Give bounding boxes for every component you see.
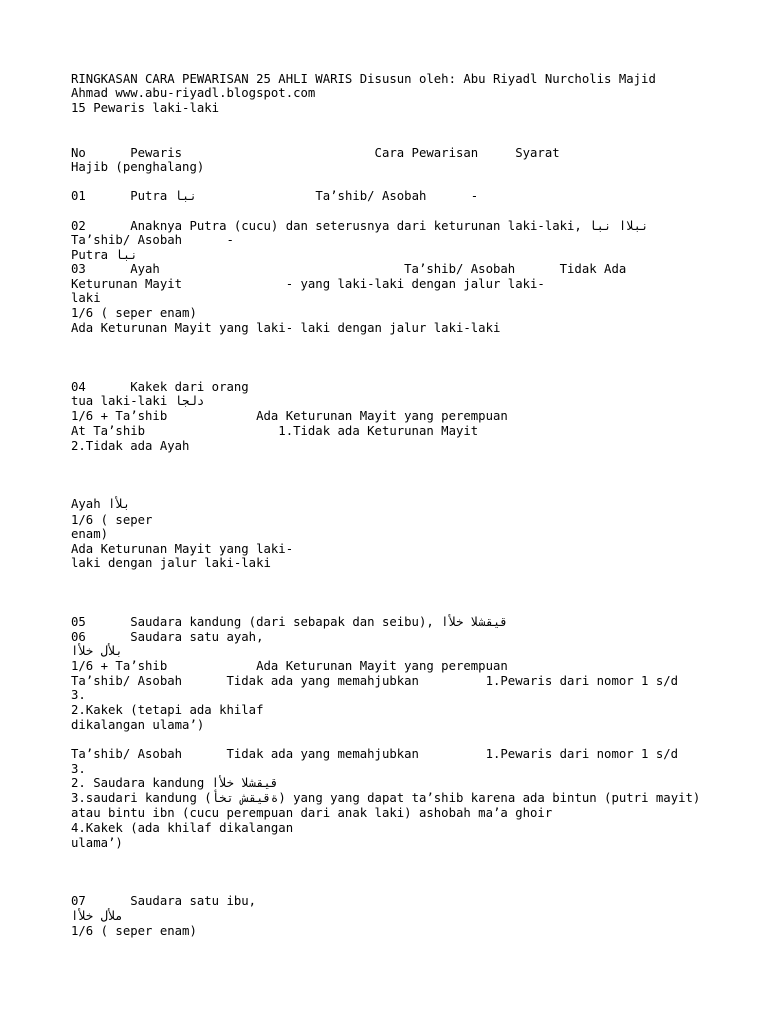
text-line: 1/6 ( seper enam) <box>71 924 197 938</box>
table-header: No Pewaris Cara Pewarisan Syarat <box>71 146 560 160</box>
text-line: ulama’) <box>71 836 123 850</box>
table-header-continued: Hajib (penghalang) <box>71 160 205 174</box>
text-line: 04 Kakek dari orang <box>71 380 249 394</box>
text-line: ملأل خلأا <box>71 909 123 923</box>
text-line: Ada Keturunan Mayit yang laki- <box>71 542 294 556</box>
section-heading: 15 Pewaris laki-laki <box>71 101 220 115</box>
text-line: 01 Putra نبا Ta’shib/ Asobah - <box>71 189 479 203</box>
text-line: 3.saudari kandung (ةقيقش تخأ) yang yang dapat ta’shib karena ada bintun (putri mayit) <box>71 791 701 805</box>
text-line: 2.Kakek (tetapi ada khilaf <box>71 703 264 717</box>
text-line: 3. <box>71 688 86 702</box>
text-line: Ta’shib/ Asobah Tidak ada yang memahjubkan 1.Pewaris dari nomor 1 s/d <box>71 674 679 688</box>
text-line: atau bintu ibn (cucu perempuan dari anak laki) ashobah ma’a ghoir <box>71 806 553 820</box>
document-author-line: Ahmad www.abu-riyadl.blogspot.com <box>71 86 316 100</box>
text-line: 03 Ayah Ta’shib/ Asobah Tidak Ada <box>71 262 627 276</box>
text-line: Keturunan Mayit - yang laki-laki dengan jalur laki- <box>71 277 545 291</box>
text-line: 02 Anaknya Putra (cucu) dan seterusnya dari keturunan laki-laki, نبلاا نبا <box>71 219 649 233</box>
text-line: 1/6 ( seper enam) <box>71 306 197 320</box>
text-line: laki <box>71 291 101 305</box>
text-line: Ayah بلأا <box>71 497 131 511</box>
text-line: dikalangan ulama’) <box>71 718 205 732</box>
document-title: RINGKASAN CARA PEWARISAN 25 AHLI WARIS Disusun oleh: Abu Riyadl Nurcholis Majid <box>71 72 656 86</box>
text-line: 1/6 ( seper <box>71 513 153 527</box>
text-line: 3. <box>71 762 86 776</box>
text-line: 1/6 + Ta’shib Ada Keturunan Mayit yang perempuan <box>71 659 508 673</box>
text-line: 4.Kakek (ada khilaf dikalangan <box>71 821 294 835</box>
text-line: بلأل خلأا <box>71 644 123 658</box>
text-line: 07 Saudara satu ibu, <box>71 894 257 908</box>
text-line: 2. Saudara kandung قيقشلا خلأا <box>71 776 279 790</box>
text-line: laki dengan jalur laki-laki <box>71 556 271 570</box>
text-line: At Ta’shib 1.Tidak ada Keturunan Mayit <box>71 424 479 438</box>
text-line: tua laki-laki دلجا <box>71 394 205 408</box>
text-line: 05 Saudara kandung (dari sebapak dan seibu), قيقشلا خلأا <box>71 615 508 629</box>
text-line: 1/6 + Ta’shib Ada Keturunan Mayit yang perempuan <box>71 409 508 423</box>
text-line: Ta’shib/ Asobah - <box>71 233 234 247</box>
text-line: enam) <box>71 527 109 541</box>
text-line: 2.Tidak ada Ayah <box>71 439 190 453</box>
text-line: Putra نبا <box>71 248 138 262</box>
text-line: Ada Keturunan Mayit yang laki- laki dengan jalur laki-laki <box>71 321 501 335</box>
text-line: 06 Saudara satu ayah, <box>71 630 264 644</box>
text-line: Ta’shib/ Asobah Tidak ada yang memahjubkan 1.Pewaris dari nomor 1 s/d <box>71 747 679 761</box>
